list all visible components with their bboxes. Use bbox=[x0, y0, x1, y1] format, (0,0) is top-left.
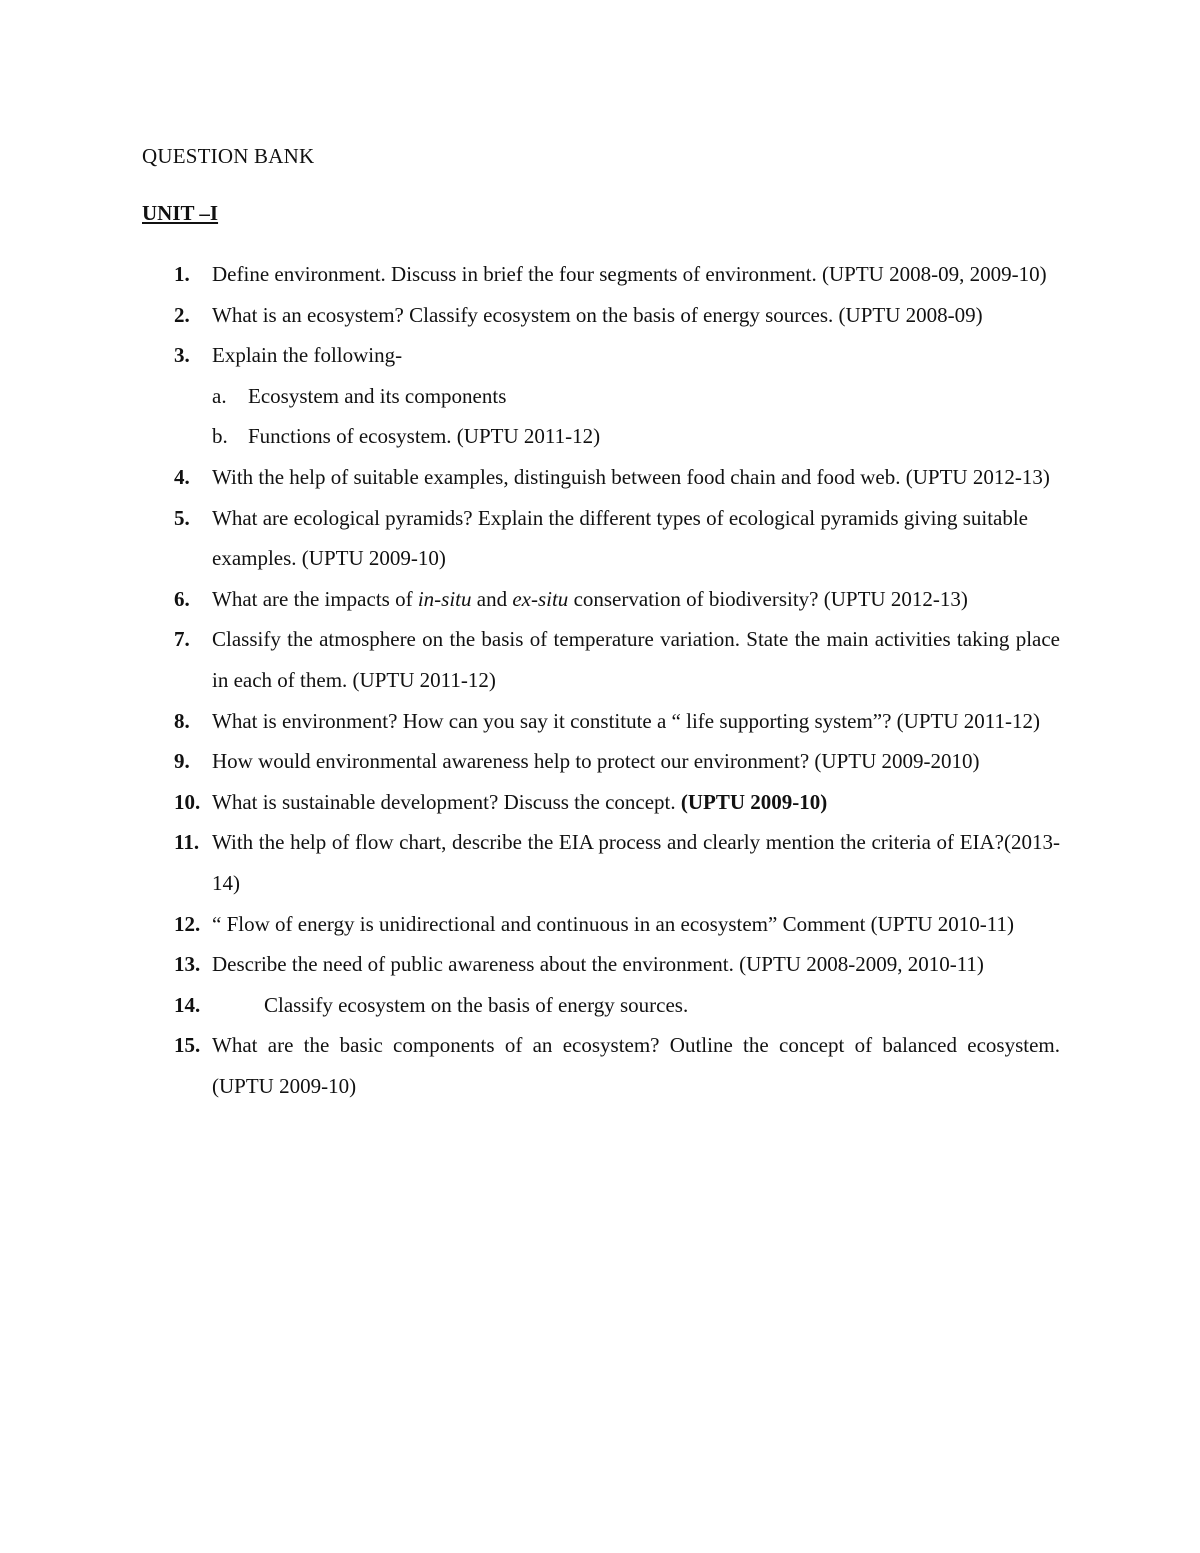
question-item-9 bbox=[142, 741, 1060, 782]
question-number: 15. bbox=[174, 1033, 201, 1058]
emphasis-term: in-situ bbox=[417, 586, 472, 611]
question-item-5 bbox=[142, 498, 1060, 579]
question-text-part: What are the impacts of bbox=[212, 586, 418, 611]
question-text: What is an ecosystem? Classify ecosystem on the basis of energy sources. (UPTU 2008-09) bbox=[212, 302, 983, 327]
question-text: What are the basic components of an ecosystem? Outline the concept of balanced ecosystem. (UPTU 2009-10) bbox=[212, 1033, 1060, 1098]
question-number: 1. bbox=[174, 262, 190, 286]
question-item-11 bbox=[142, 822, 1060, 903]
question-text: Explain the following- bbox=[212, 343, 403, 368]
question-item-13 bbox=[142, 944, 1060, 985]
question-text: With the help of suitable examples, distinguish between food chain and food web. (UPTU 2012-13) bbox=[212, 464, 1050, 489]
question-item-1 bbox=[142, 254, 1060, 295]
question-number: 9. bbox=[174, 749, 190, 774]
question-number: 8. bbox=[174, 708, 190, 733]
bold-reference: (UPTU 2009-10) bbox=[680, 789, 828, 814]
question-item-10 bbox=[142, 782, 1060, 823]
question-text: What are ecological pyramids? Explain the different types of ecological pyramids giving suitable examples. (UPTU 2009-10) bbox=[212, 505, 1029, 571]
question-item-15 bbox=[142, 1025, 1060, 1106]
sub-question-item bbox=[212, 416, 1060, 457]
sub-question-text: Functions of ecosystem. (UPTU 2011-12) bbox=[248, 424, 601, 449]
sub-question-item bbox=[212, 376, 1060, 417]
document-title: QUESTION BANK bbox=[142, 144, 315, 168]
sub-question-list bbox=[212, 376, 1060, 457]
question-text: Define environment. Discuss in brief the four segments of environment. (UPTU 2008-09, 2009-10) bbox=[212, 262, 1047, 286]
sub-question-label: a. bbox=[212, 383, 227, 408]
question-text-part: conservation of biodiversity? (UPTU 2012-13) bbox=[568, 586, 968, 611]
question-text: How would environmental awareness help to protect our environment? (UPTU 2009-2010) bbox=[212, 749, 980, 774]
question-number: 13. bbox=[174, 952, 201, 977]
question-text: “ Flow of energy is unidirectional and continuous in an ecosystem” Comment (UPTU 2010-11) bbox=[212, 911, 1014, 936]
question-number: 10. bbox=[174, 789, 201, 814]
question-number: 11. bbox=[174, 830, 200, 855]
question-text: Describe the need of public awareness about the environment. (UPTU 2008-2009, 2010-11) bbox=[212, 952, 984, 977]
question-item-3 bbox=[142, 335, 1060, 457]
question-number: 2. bbox=[174, 302, 190, 327]
question-number: 6. bbox=[174, 586, 190, 611]
sub-question-text: Ecosystem and its components bbox=[248, 383, 507, 408]
question-item-6 bbox=[142, 579, 1060, 620]
emphasis-term: ex-situ bbox=[512, 586, 569, 611]
question-item-7 bbox=[142, 619, 1060, 700]
question-text-part: What is sustainable development? Discuss the concept. bbox=[212, 789, 681, 814]
question-item-2 bbox=[142, 295, 1060, 336]
question-number: 12. bbox=[174, 911, 201, 936]
question-number: 7. bbox=[174, 627, 190, 652]
question-item-12 bbox=[142, 904, 1060, 945]
question-item-4 bbox=[142, 457, 1060, 498]
question-text bbox=[212, 587, 968, 611]
question-text: Classify ecosystem on the basis of energy sources. bbox=[264, 992, 689, 1017]
question-text: With the help of flow chart, describe the EIA process and clearly mention the criteria of EIA?(2013-14) bbox=[212, 830, 1060, 895]
sub-question-label: b. bbox=[212, 424, 228, 449]
question-text: Classify the atmosphere on the basis of temperature variation. State the main activities taking place in each of them. (UPTU 2011-12) bbox=[212, 627, 1060, 692]
question-number: 14. bbox=[174, 992, 201, 1017]
question-number: 3. bbox=[174, 343, 190, 368]
question-number: 5. bbox=[174, 505, 190, 530]
question-text: What is environment? How can you say it constitute a “ life supporting system”? (UPTU 2011-12) bbox=[212, 708, 1040, 733]
unit-heading: UNIT –I bbox=[142, 201, 219, 225]
question-list bbox=[142, 254, 1060, 1106]
question-item-8 bbox=[142, 701, 1060, 742]
question-number: 4. bbox=[174, 464, 190, 489]
question-item-14 bbox=[142, 985, 1060, 1026]
question-text-part: and bbox=[471, 586, 513, 611]
question-text bbox=[212, 790, 827, 814]
